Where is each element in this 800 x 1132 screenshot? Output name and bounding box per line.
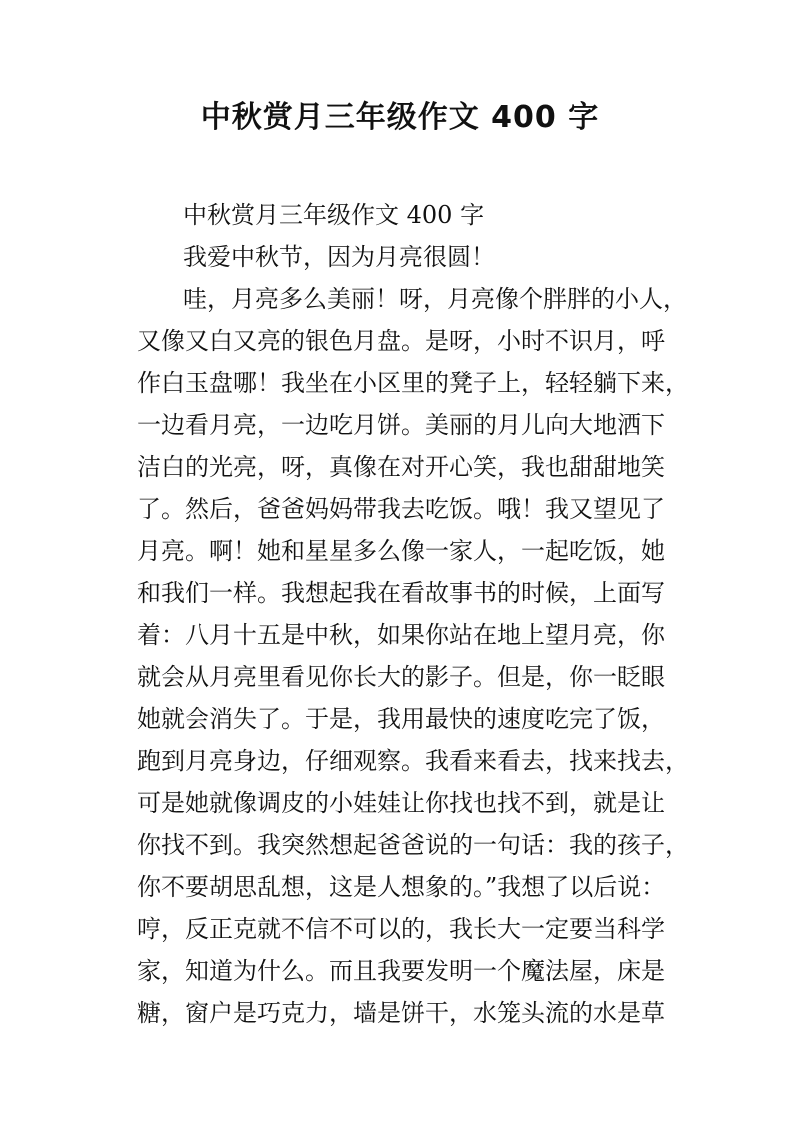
paragraph-line: 一边看月亮，一边吃月饼。美丽的月儿向大地洒下 [137, 411, 665, 439]
paragraph-line: 糖，窗户是巧克力，墙是饼干，水笼头流的水是草 [137, 999, 665, 1027]
paragraph-line: 哇，月亮多么美丽！呀，月亮像个胖胖的小人， [183, 285, 687, 313]
paragraph-line: 她就会消失了。于是，我用最快的速度吃完了饭， [137, 705, 665, 733]
paragraph-line: 你找不到。我突然想起爸爸说的一句话：我的孩子， [137, 831, 689, 859]
paragraph-line: 洁白的光亮，呀，真像在对开心笑，我也甜甜地笑 [137, 453, 665, 481]
paragraph-line: 我爱中秋节，因为月亮很圆！ [183, 243, 495, 271]
paragraph-line: 又像又白又亮的银色月盘。是呀，小时不识月，呼 [137, 327, 665, 355]
paragraph-line: 家，知道为什么。而且我要发明一个魔法屋，床是 [137, 957, 665, 985]
paragraph-line: 月亮。啊！她和星星多么像一家人，一起吃饭，她 [137, 537, 665, 565]
paragraph-line: 和我们一样。我想起我在看故事书的时候，上面写 [137, 579, 665, 607]
paragraph-line: 着：八月十五是中秋，如果你站在地上望月亮，你 [137, 621, 665, 649]
paragraph-line: 哼，反正克就不信不可以的，我长大一定要当科学 [137, 915, 665, 943]
paragraph-line: 就会从月亮里看见你长大的影子。但是，你一眨眼 [137, 663, 665, 691]
paragraph-line: 可是她就像调皮的小娃娃让你找也找不到，就是让 [137, 789, 665, 817]
paragraph-line: 了。然后，爸爸妈妈带我去吃饭。哦！我又望见了 [137, 495, 665, 523]
document-title: 中秋赏月三年级作文 400 字 [200, 100, 600, 135]
document-body [137, 194, 689, 1034]
paragraph-line: 跑到月亮身边，仔细观察。我看来看去，找来找去， [137, 747, 689, 775]
subtitle-line: 中秋赏月三年级作文 400 字 [183, 201, 485, 229]
paragraph-line: 你不要胡思乱想，这是人想象的。”我想了以后说： [137, 873, 666, 901]
paragraph-line: 作白玉盘哪！我坐在小区里的凳子上，轻轻躺下来， [137, 369, 689, 397]
